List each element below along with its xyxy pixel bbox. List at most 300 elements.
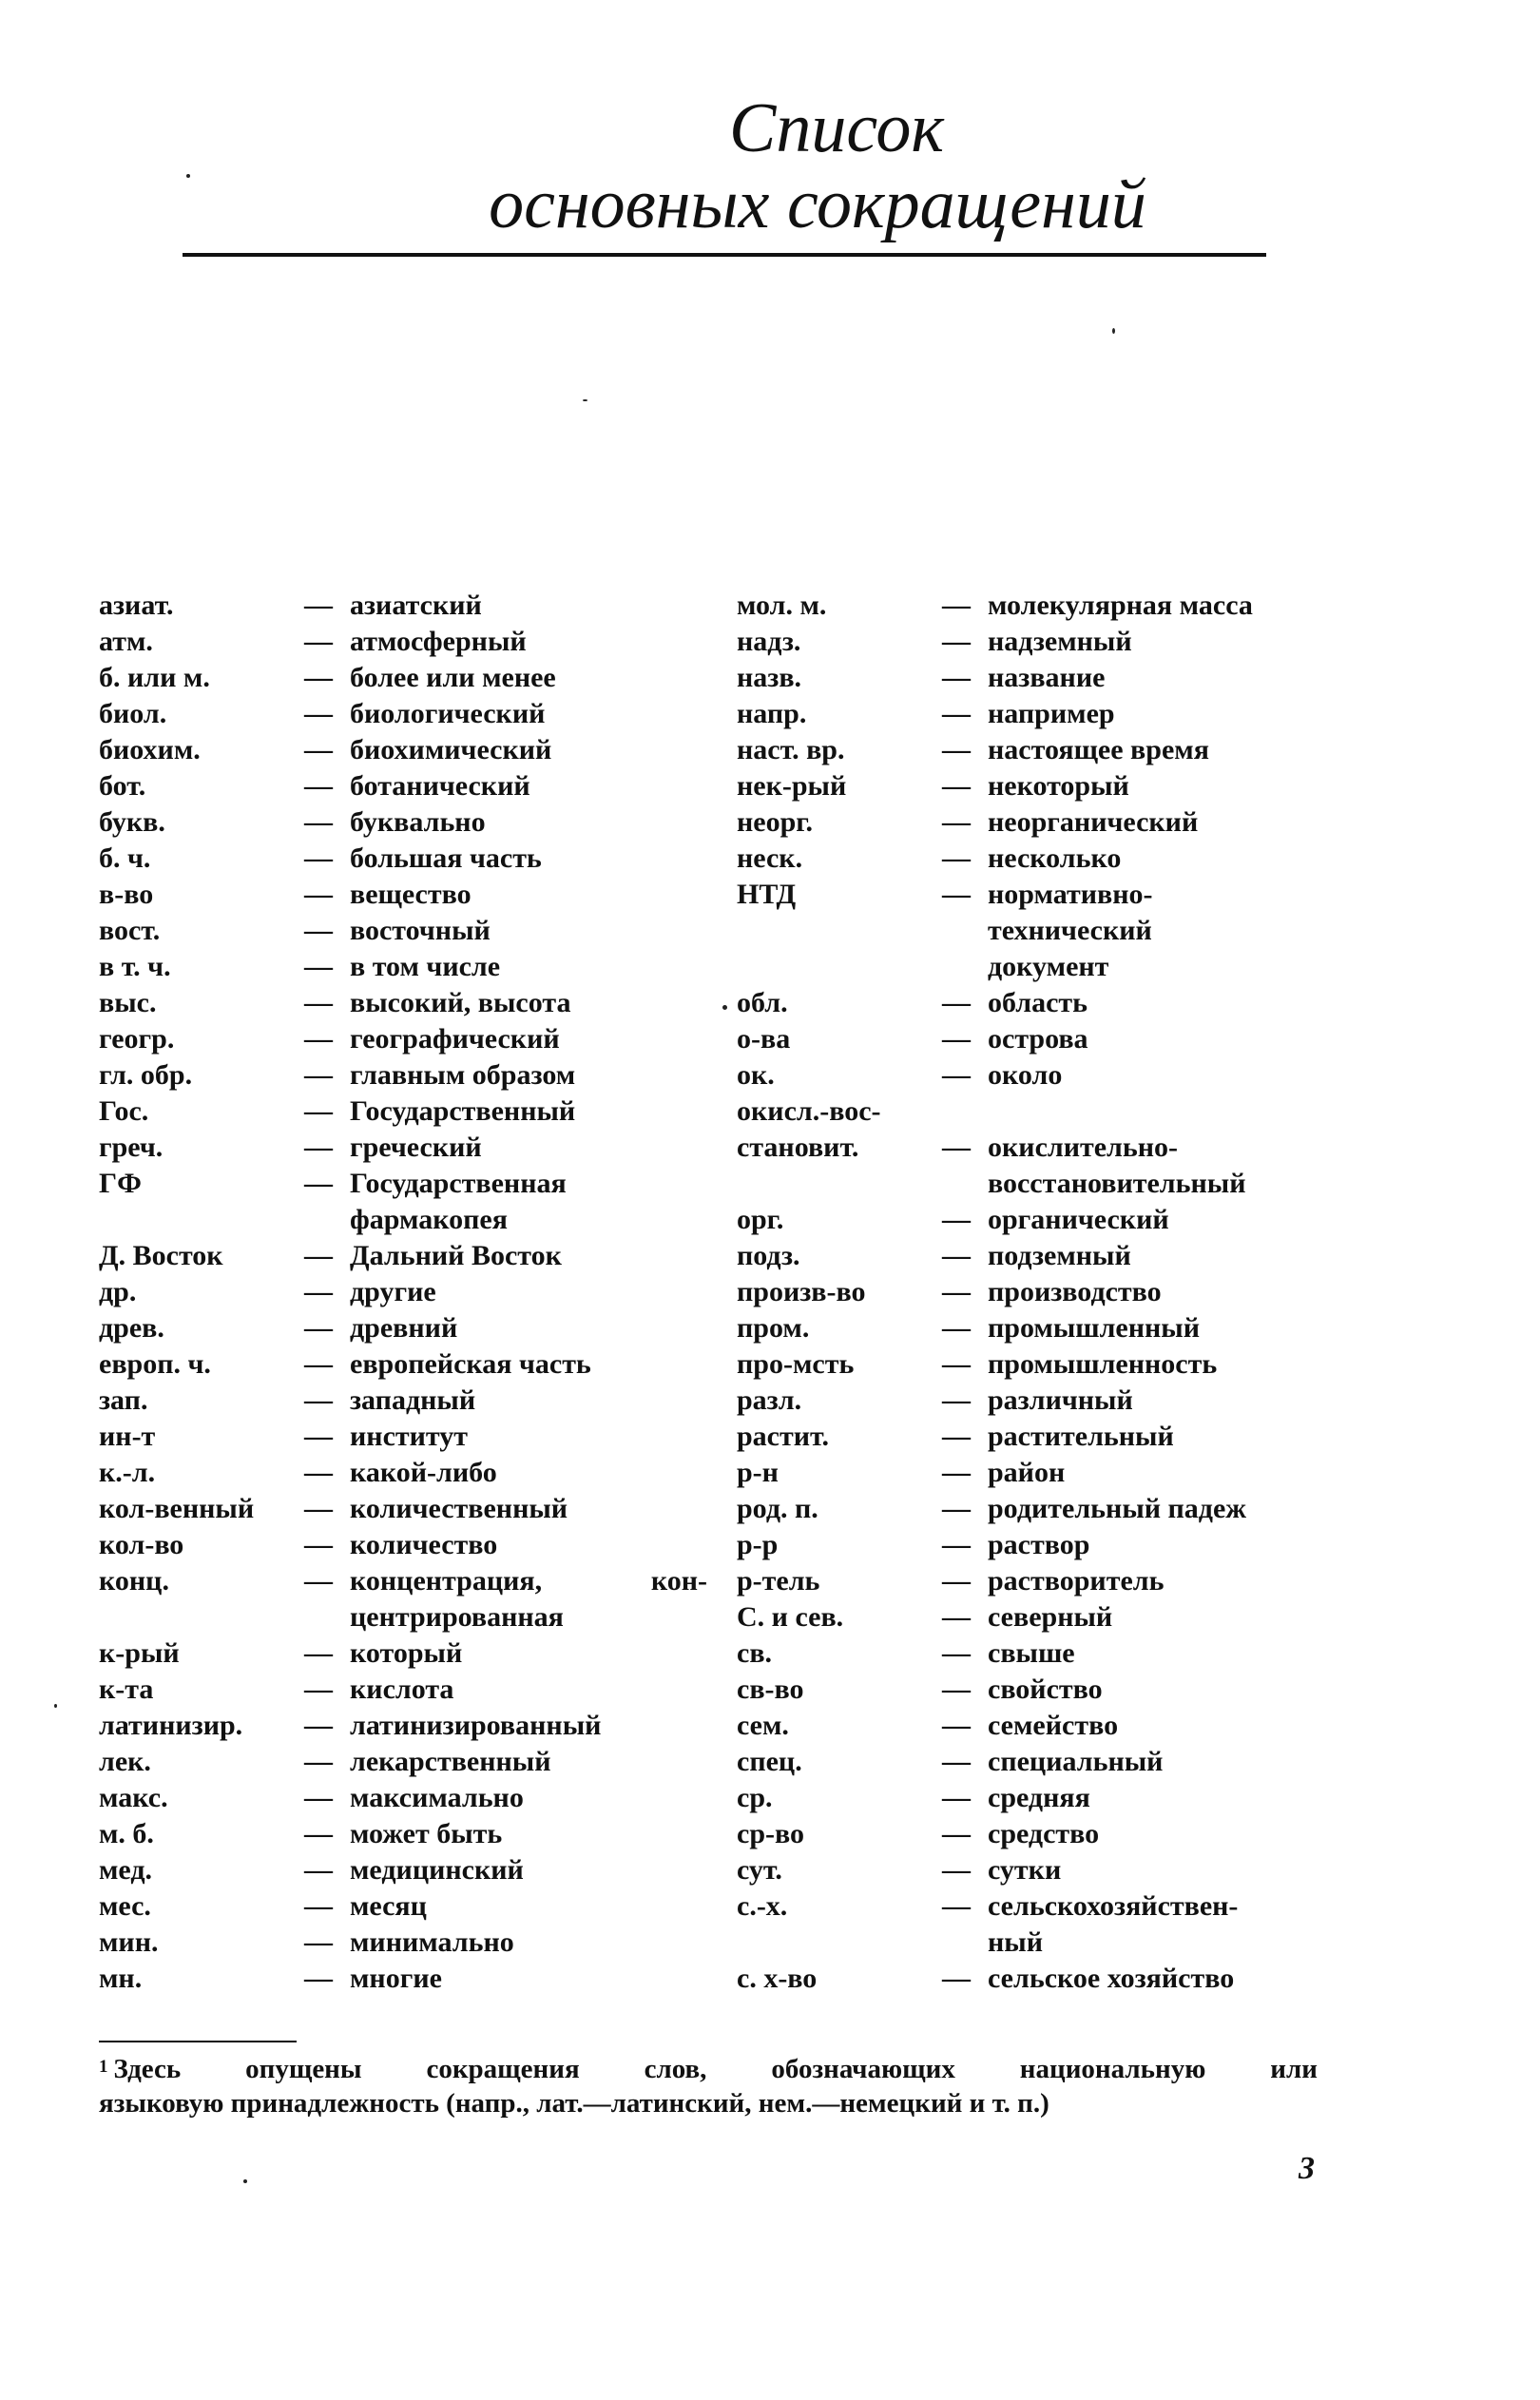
definition-line: Государственный <box>350 1095 576 1127</box>
definition <box>350 1888 707 1925</box>
definition-line: европейская часть <box>350 1348 591 1380</box>
definition <box>988 1310 1326 1346</box>
definition-line: неорганический <box>988 806 1199 838</box>
definition-line: медицинский <box>350 1854 524 1886</box>
abbreviation-entry <box>99 1816 707 1852</box>
abbreviation: в т. ч. <box>99 951 171 982</box>
abbreviation: орг. <box>737 1204 784 1235</box>
definition-line: центрированная <box>350 1601 564 1633</box>
definition-line: максимально <box>350 1782 524 1813</box>
definition-line: органический <box>988 1204 1169 1235</box>
abbreviation-entry <box>99 1166 707 1238</box>
definition-line: производство <box>988 1276 1162 1307</box>
em-dash: — <box>942 590 971 621</box>
em-dash: — <box>942 1059 971 1091</box>
definition <box>350 696 707 732</box>
em-dash: — <box>304 1746 333 1777</box>
abbreviation: мол. м. <box>737 590 827 621</box>
definition <box>350 841 707 877</box>
abbreviation-entry <box>99 1744 707 1780</box>
definition-line: количественный <box>350 1493 568 1524</box>
abbreviation-entry <box>737 1672 1326 1708</box>
em-dash: — <box>304 1384 333 1416</box>
abbreviation: кол-венный <box>99 1493 255 1524</box>
em-dash: — <box>304 1782 333 1813</box>
definition <box>350 1491 707 1527</box>
em-dash: — <box>942 1204 971 1235</box>
abbreviation: Гос. <box>99 1095 149 1127</box>
em-dash: — <box>304 1132 333 1163</box>
definition-line: окислительно- <box>988 1132 1179 1163</box>
abbreviation: ГФ <box>99 1168 142 1199</box>
definition-line: ботанический <box>350 770 530 802</box>
abbreviation-entry <box>99 732 707 768</box>
abbreviation-entry <box>737 1599 1326 1635</box>
abbreviation-entry <box>99 1455 707 1491</box>
abbreviation-entry <box>737 1816 1326 1852</box>
abbreviation-entry <box>99 1635 707 1672</box>
definition-line: азиатский <box>350 590 482 621</box>
definition <box>350 1816 707 1852</box>
abbreviation-entry <box>737 841 1326 877</box>
em-dash: — <box>942 1457 971 1488</box>
definition <box>350 1419 707 1455</box>
em-dash: — <box>942 1818 971 1849</box>
abbreviation: сем. <box>737 1710 789 1741</box>
definition <box>988 1238 1326 1274</box>
em-dash: — <box>304 1674 333 1705</box>
abbreviation: геогр. <box>99 1023 175 1055</box>
definition-line: западный <box>350 1384 476 1416</box>
definition <box>988 1672 1326 1708</box>
definition <box>988 1888 1326 1961</box>
abbreviation-entry <box>99 1563 707 1635</box>
abbreviation-entry <box>99 1961 707 1997</box>
definition-line: буквально <box>350 806 486 838</box>
abbreviation-entry <box>99 1708 707 1744</box>
em-dash: — <box>304 1276 333 1307</box>
definition-line: ный <box>988 1926 1043 1958</box>
definition-line: документ <box>988 951 1109 982</box>
definition-line: большая часть <box>350 842 542 874</box>
abbreviation: ср-во <box>737 1818 804 1849</box>
em-dash: — <box>304 915 333 946</box>
abbreviation: др. <box>99 1276 137 1307</box>
definition <box>988 1527 1326 1563</box>
em-dash: — <box>304 1095 333 1127</box>
em-dash: — <box>304 842 333 874</box>
abbreviation: с.-х. <box>737 1890 788 1922</box>
abbreviation-entry <box>737 1455 1326 1491</box>
definition-line: в том числе <box>350 951 501 982</box>
definition-line: подземный <box>988 1240 1131 1271</box>
abbreviation: букв. <box>99 806 165 838</box>
em-dash: — <box>942 1312 971 1344</box>
abbreviation: латинизир. <box>99 1710 243 1741</box>
definition <box>988 1455 1326 1491</box>
abbreviation-entry <box>99 985 707 1021</box>
definition-line: латинизированный <box>350 1710 602 1741</box>
abbreviation-entry <box>737 1274 1326 1310</box>
definition <box>988 1346 1326 1383</box>
abbreviation: р-н <box>737 1457 779 1488</box>
abbreviation: растит. <box>737 1421 830 1452</box>
abbreviation: св. <box>737 1637 773 1669</box>
definition <box>350 1274 707 1310</box>
print-speck <box>1112 328 1115 334</box>
abbreviation-entry <box>737 1527 1326 1563</box>
abbreviation: мед. <box>99 1854 153 1886</box>
definition-line: свойство <box>988 1674 1103 1705</box>
em-dash: — <box>304 879 333 910</box>
abbreviation: Д. Восток <box>99 1240 223 1271</box>
definition <box>988 588 1326 624</box>
abbreviation: выс. <box>99 987 157 1018</box>
em-dash: — <box>304 1348 333 1380</box>
em-dash: — <box>304 1168 333 1199</box>
em-dash: — <box>304 1637 333 1669</box>
footnote-line-1: Здесь опущены сокращения слов, обозначающих национальную или <box>113 2054 1318 2084</box>
em-dash: — <box>304 1529 333 1560</box>
em-dash: — <box>942 1023 971 1055</box>
abbreviations-column-right <box>737 588 1326 1997</box>
em-dash: — <box>304 1493 333 1524</box>
definition <box>350 1708 707 1744</box>
abbreviation-entry <box>99 1888 707 1925</box>
abbreviation-entry <box>99 1274 707 1310</box>
abbreviation: зап. <box>99 1384 148 1416</box>
definition-line: специальный <box>988 1746 1164 1777</box>
em-dash: — <box>942 770 971 802</box>
definition <box>988 985 1326 1021</box>
definition-line: раствор <box>988 1529 1090 1560</box>
definition-line: высокий, высота <box>350 987 571 1018</box>
abbreviation: атм. <box>99 626 153 657</box>
abbreviation-entry <box>737 1346 1326 1383</box>
abbreviation: кол-во <box>99 1529 184 1560</box>
abbreviation-entry <box>99 1383 707 1419</box>
definition-line: другие <box>350 1276 436 1307</box>
definition-line: промышленный <box>988 1312 1201 1344</box>
abbreviation-entry <box>737 1780 1326 1816</box>
definition <box>350 624 707 660</box>
em-dash: — <box>304 1818 333 1849</box>
abbreviation: к.-л. <box>99 1457 156 1488</box>
em-dash: — <box>942 1132 971 1163</box>
abbreviation-entry <box>99 1925 707 1961</box>
definition-line: родительный падеж <box>988 1493 1247 1524</box>
definition-line: северный <box>988 1601 1113 1633</box>
abbreviation-entry <box>99 1021 707 1057</box>
abbreviation-entry <box>737 985 1326 1021</box>
abbreviation-entry <box>737 1202 1326 1238</box>
abbreviation: наст. вр. <box>737 734 845 765</box>
definition <box>350 985 707 1021</box>
em-dash: — <box>942 1565 971 1597</box>
definition-line: область <box>988 987 1088 1018</box>
definition <box>988 660 1326 696</box>
em-dash: — <box>304 590 333 621</box>
em-dash: — <box>942 1493 971 1524</box>
abbreviation-entry <box>737 1635 1326 1672</box>
abbreviation-entry <box>737 1708 1326 1744</box>
em-dash: — <box>942 734 971 765</box>
definition-line: технический <box>988 915 1152 946</box>
definition <box>350 1021 707 1057</box>
abbreviation: неск. <box>737 842 803 874</box>
definition-line: восточный <box>350 915 491 946</box>
print-speck <box>54 1704 57 1708</box>
definition-line: какой-либо <box>350 1457 497 1488</box>
abbreviation: разл. <box>737 1384 802 1416</box>
abbreviation-entry <box>737 1021 1326 1057</box>
definition <box>350 1925 707 1961</box>
page-title-line-1: Список <box>729 89 944 167</box>
footnote-divider <box>99 2041 297 2042</box>
abbreviation-entry <box>99 1780 707 1816</box>
definition-line: растительный <box>988 1421 1174 1452</box>
definition-line: месяц <box>350 1890 427 1922</box>
definition <box>988 1599 1326 1635</box>
title-divider <box>183 253 1266 257</box>
definition <box>350 1672 707 1708</box>
abbreviations-column-left <box>99 588 707 1997</box>
em-dash: — <box>942 1421 971 1452</box>
definition-line: минимально <box>350 1926 514 1958</box>
definition <box>350 1166 707 1238</box>
abbreviation: гл. обр. <box>99 1059 193 1091</box>
em-dash: — <box>942 698 971 729</box>
em-dash: — <box>942 1601 971 1633</box>
definition-line: восстановительный <box>988 1168 1246 1199</box>
em-dash: — <box>942 1746 971 1777</box>
definition <box>988 1635 1326 1672</box>
abbreviation-entry <box>99 696 707 732</box>
abbreviation: спец. <box>737 1746 802 1777</box>
em-dash: — <box>942 1854 971 1886</box>
em-dash: — <box>942 662 971 693</box>
em-dash: — <box>304 1457 333 1488</box>
em-dash: — <box>304 951 333 982</box>
abbreviation-entry <box>737 1961 1326 1997</box>
em-dash: — <box>304 662 333 693</box>
abbreviation-entry <box>99 877 707 913</box>
abbreviation: ср. <box>737 1782 773 1813</box>
abbreviation: св-во <box>737 1674 804 1705</box>
abbreviation: окисл.-вос- <box>737 1095 881 1127</box>
abbreviation-entry <box>737 1563 1326 1599</box>
abbreviation-entry <box>99 1238 707 1274</box>
em-dash: — <box>942 1890 971 1922</box>
em-dash: — <box>942 1637 971 1669</box>
em-dash: — <box>304 1023 333 1055</box>
definition-line: сельское хозяйство <box>988 1963 1235 1994</box>
definition-line: сельскохозяйствен- <box>988 1890 1239 1922</box>
abbreviation-entry <box>99 660 707 696</box>
print-speck <box>243 2179 247 2183</box>
em-dash: — <box>942 1782 971 1813</box>
definition <box>350 1346 707 1383</box>
abbreviation-entry <box>737 1888 1326 1961</box>
definition <box>350 1383 707 1419</box>
abbreviation-entry <box>99 804 707 841</box>
footnote-marker: 1 <box>99 2057 108 2077</box>
abbreviation-entry <box>99 768 707 804</box>
em-dash: — <box>942 1710 971 1741</box>
definition-line: несколько <box>988 842 1122 874</box>
definition <box>988 1021 1326 1057</box>
definition-line: настоящее время <box>988 734 1209 765</box>
em-dash: — <box>304 1890 333 1922</box>
definition-line: количество <box>350 1529 498 1560</box>
abbreviation-entry <box>737 732 1326 768</box>
abbreviation-entry <box>737 1852 1326 1888</box>
definition-line: многие <box>350 1963 442 1994</box>
abbreviation: мес. <box>99 1890 151 1922</box>
abbreviation-entry <box>737 1491 1326 1527</box>
em-dash: — <box>304 806 333 838</box>
definition <box>350 1780 707 1816</box>
definition <box>988 1130 1326 1202</box>
definition <box>988 732 1326 768</box>
abbreviation-entry <box>737 768 1326 804</box>
abbreviation: мн. <box>99 1963 143 1994</box>
definition <box>350 1852 707 1888</box>
definition-line: Государственная <box>350 1168 567 1199</box>
abbreviation: ин-т <box>99 1421 156 1452</box>
definition-line: промышленность <box>988 1348 1218 1380</box>
definition-line: вещество <box>350 879 472 910</box>
print-speck <box>186 174 190 178</box>
abbreviation-entry <box>737 804 1326 841</box>
em-dash: — <box>942 879 971 910</box>
em-dash: — <box>942 626 971 657</box>
abbreviation-entry <box>99 624 707 660</box>
em-dash: — <box>942 1240 971 1271</box>
definition <box>988 1057 1326 1094</box>
page-title-line-2: основных сокращений <box>489 165 1146 243</box>
definition-line: древний <box>350 1312 458 1344</box>
abbreviation: надз. <box>737 626 801 657</box>
definition-line: кислота <box>350 1674 454 1705</box>
definition <box>350 1635 707 1672</box>
definition <box>988 841 1326 877</box>
definition-line: Дальний Восток <box>350 1240 562 1271</box>
abbreviation-entry <box>737 1419 1326 1455</box>
definition <box>988 1383 1326 1419</box>
abbreviation: произв-во <box>737 1276 866 1307</box>
definition-line: название <box>988 662 1106 693</box>
definition-line: семейство <box>988 1710 1119 1741</box>
definition-line: район <box>988 1457 1066 1488</box>
abbreviation: к-рый <box>99 1637 180 1669</box>
definition-line: средство <box>988 1818 1100 1849</box>
definition-line: биохимический <box>350 734 552 765</box>
definition <box>350 949 707 985</box>
definition <box>350 768 707 804</box>
definition <box>350 588 707 624</box>
definition-line: географический <box>350 1023 560 1055</box>
definition-line: различный <box>988 1384 1133 1416</box>
abbreviation-entry <box>737 1383 1326 1419</box>
definition-line: молекулярная масса <box>988 590 1253 621</box>
definition <box>350 1744 707 1780</box>
definition <box>350 877 707 913</box>
abbreviation: б. ч. <box>99 842 151 874</box>
abbreviation-entry <box>99 1094 707 1130</box>
definition <box>350 1310 707 1346</box>
abbreviation: в-во <box>99 879 154 910</box>
definition <box>988 1816 1326 1852</box>
definition <box>988 1274 1326 1310</box>
abbreviation-entry <box>99 1527 707 1563</box>
abbreviation-entry <box>99 1057 707 1094</box>
abbreviation: обл. <box>737 987 788 1018</box>
abbreviation: к-та <box>99 1674 154 1705</box>
em-dash: — <box>942 1963 971 1994</box>
abbreviation: мин. <box>99 1926 159 1958</box>
em-dash: — <box>304 626 333 657</box>
definition <box>350 804 707 841</box>
abbreviation: азиат. <box>99 590 174 621</box>
abbreviation: сут. <box>737 1854 782 1886</box>
abbreviation: нек-рый <box>737 770 847 802</box>
definition-line: более или менее <box>350 662 556 693</box>
footnote <box>99 2052 1318 2120</box>
abbreviation: биол. <box>99 698 167 729</box>
definition <box>988 1202 1326 1238</box>
abbreviation-entry <box>737 624 1326 660</box>
em-dash: — <box>942 1384 971 1416</box>
abbreviation-entry <box>737 1057 1326 1094</box>
definition <box>350 1527 707 1563</box>
definition-line: главным образом <box>350 1059 576 1091</box>
em-dash: — <box>942 1674 971 1705</box>
em-dash: — <box>304 1710 333 1741</box>
abbreviation: неорг. <box>737 806 814 838</box>
abbreviation: древ. <box>99 1312 164 1344</box>
definition-line: некоторый <box>988 770 1129 802</box>
abbreviation: назв. <box>737 662 802 693</box>
abbreviation-entry <box>737 1744 1326 1780</box>
abbreviation-entry <box>99 1130 707 1166</box>
definition <box>988 1419 1326 1455</box>
definition-line: институт <box>350 1421 468 1452</box>
abbreviation: греч. <box>99 1132 164 1163</box>
definition-line: греческий <box>350 1132 482 1163</box>
definition-line: около <box>988 1059 1063 1091</box>
abbreviation-entry <box>99 1346 707 1383</box>
definition <box>988 877 1326 985</box>
definition-line: концентрация, кон- <box>350 1565 707 1597</box>
definition <box>350 1961 707 1997</box>
footnote-line-2: языковую принадлежность (напр., лат.—латинский, нем.—немецкий и т. п.) <box>99 2088 1049 2119</box>
abbreviation-entry <box>99 841 707 877</box>
abbreviation-entry <box>737 1310 1326 1346</box>
definition <box>350 732 707 768</box>
em-dash: — <box>304 734 333 765</box>
definition <box>350 1094 707 1130</box>
em-dash: — <box>304 987 333 1018</box>
abbreviation-entry <box>99 1491 707 1527</box>
definition <box>988 1961 1326 1997</box>
abbreviation-entry <box>99 913 707 949</box>
definition <box>350 1563 707 1635</box>
definition <box>988 696 1326 732</box>
em-dash: — <box>304 1926 333 1958</box>
definition-line: например <box>988 698 1115 729</box>
abbreviation: род. п. <box>737 1493 818 1524</box>
